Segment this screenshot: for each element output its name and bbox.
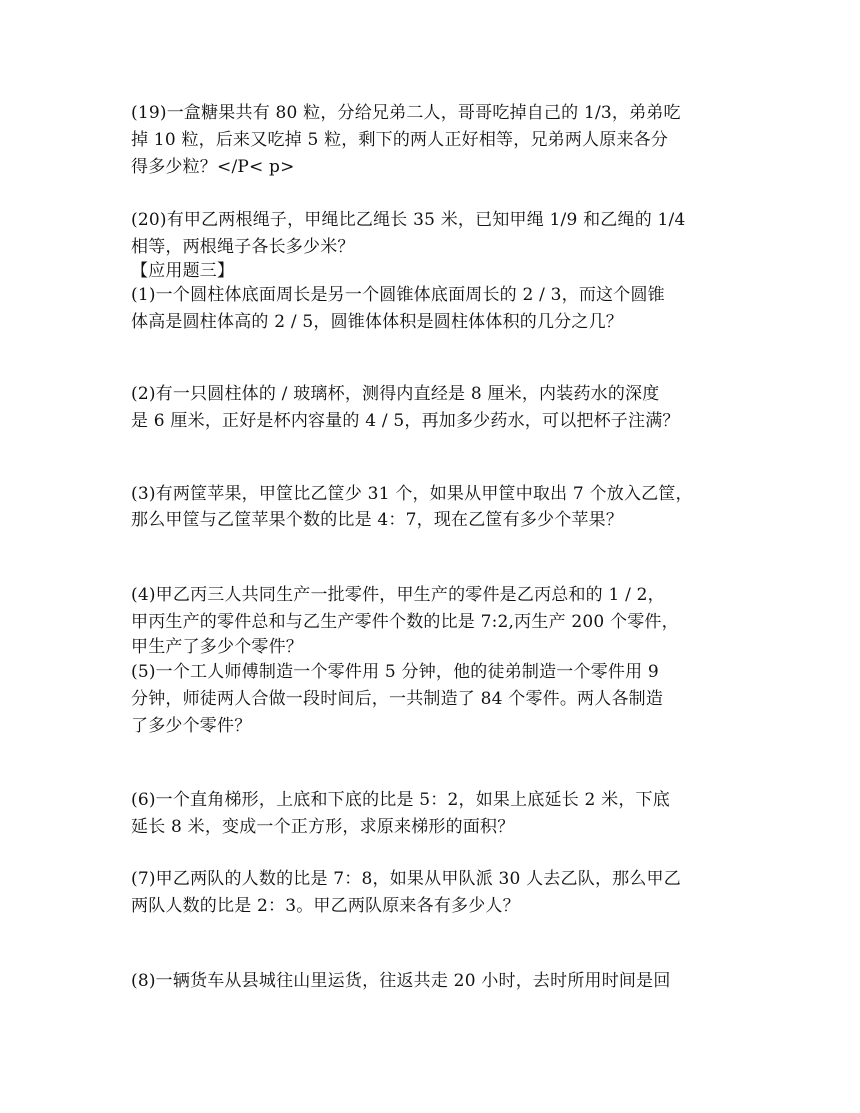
text-line-q4-3: 甲生产了多少个零件？: [131, 637, 303, 657]
text-line-q6-1: (6)一个直角梯形，上底和下底的比是 5：2，如果上底延长 2 米，下底: [131, 790, 670, 810]
text-line-q4-1: (4)甲乙丙三人共同生产一批零件，甲生产的零件是乙丙总和的 1 / 2，: [131, 585, 665, 605]
text-line-q19-3: 得多少粒？</P< p>: [131, 157, 295, 177]
text-line-q2-1: (2)有一只圆柱体的 / 玻璃杯，测得内直经是 8 厘米，内装药水的深度: [131, 384, 660, 404]
section-heading: 【应用题三】: [131, 261, 235, 281]
text-line-q5-3: 了多少个零件？: [131, 716, 252, 736]
text-line-q7-1: (7)甲乙两队的人数的比是 7：8，如果从甲队派 30 人去乙队，那么甲乙: [131, 869, 681, 889]
text-line-q8-1: (8)一辆货车从县城往山里运货，往返共走 20 小时，去时所用时间是回: [131, 971, 671, 991]
text-line-q4-2: 甲丙生产的零件总和与乙生产零件个数的比是 7:2,丙生产 200 个零件，: [131, 612, 679, 632]
text-line-q5-2: 分钟，师徒两人合做一段时间后，一共制造了 84 个零件。两人各制造: [131, 689, 664, 709]
text-line-q7-2: 两队人数的比是 2：3。甲乙两队原来各有多少人？: [131, 896, 520, 916]
text-line-q5-1: (5)一个工人师傅制造一个零件用 5 分钟，他的徒弟制造一个零件用 9: [131, 662, 659, 682]
text-line-q1-2: 体高是圆柱体高的 2 / 5，圆锥体体积是圆柱体体积的几分之几？: [131, 312, 623, 332]
text-line-q3-2: 那么甲筐与乙筐苹果个数的比是 4：7，现在乙筐有多少个苹果？: [131, 510, 624, 530]
text-line-q20-2: 相等，两根绳子各长多少米？: [131, 237, 355, 257]
text-line-q6-2: 延长 8 米，变成一个正方形，求原来梯形的面积？: [131, 817, 515, 837]
text-line-q3-1: (3)有两筐苹果，甲筐比乙筐少 31 个，如果从甲筐中取出 7 个放入乙筐，: [131, 484, 693, 504]
text-line-q20-1: (20)有甲乙两根绳子，甲绳比乙绳长 35 米，已知甲绳 1/9 和乙绳的 1/4: [131, 210, 686, 230]
text-line-q2-2: 是 6 厘米，正好是杯内容量的 4 / 5，再加多少药水，可以把杯子注满？: [131, 411, 680, 431]
text-line-q19-2: 掉 10 粒，后来又吃掉 5 粒，剩下的两人正好相等，兄弟两人原来各分: [131, 130, 669, 150]
text-line-q19-1: (19)一盒糖果共有 80 粒，分给兄弟二人，哥哥吃掉自己的 1/3，弟弟吃: [131, 103, 681, 123]
text-line-q1-1: (1)一个圆柱体底面周长是另一个圆锥体底面周长的 2 / 3，而这个圆锥: [131, 285, 665, 305]
